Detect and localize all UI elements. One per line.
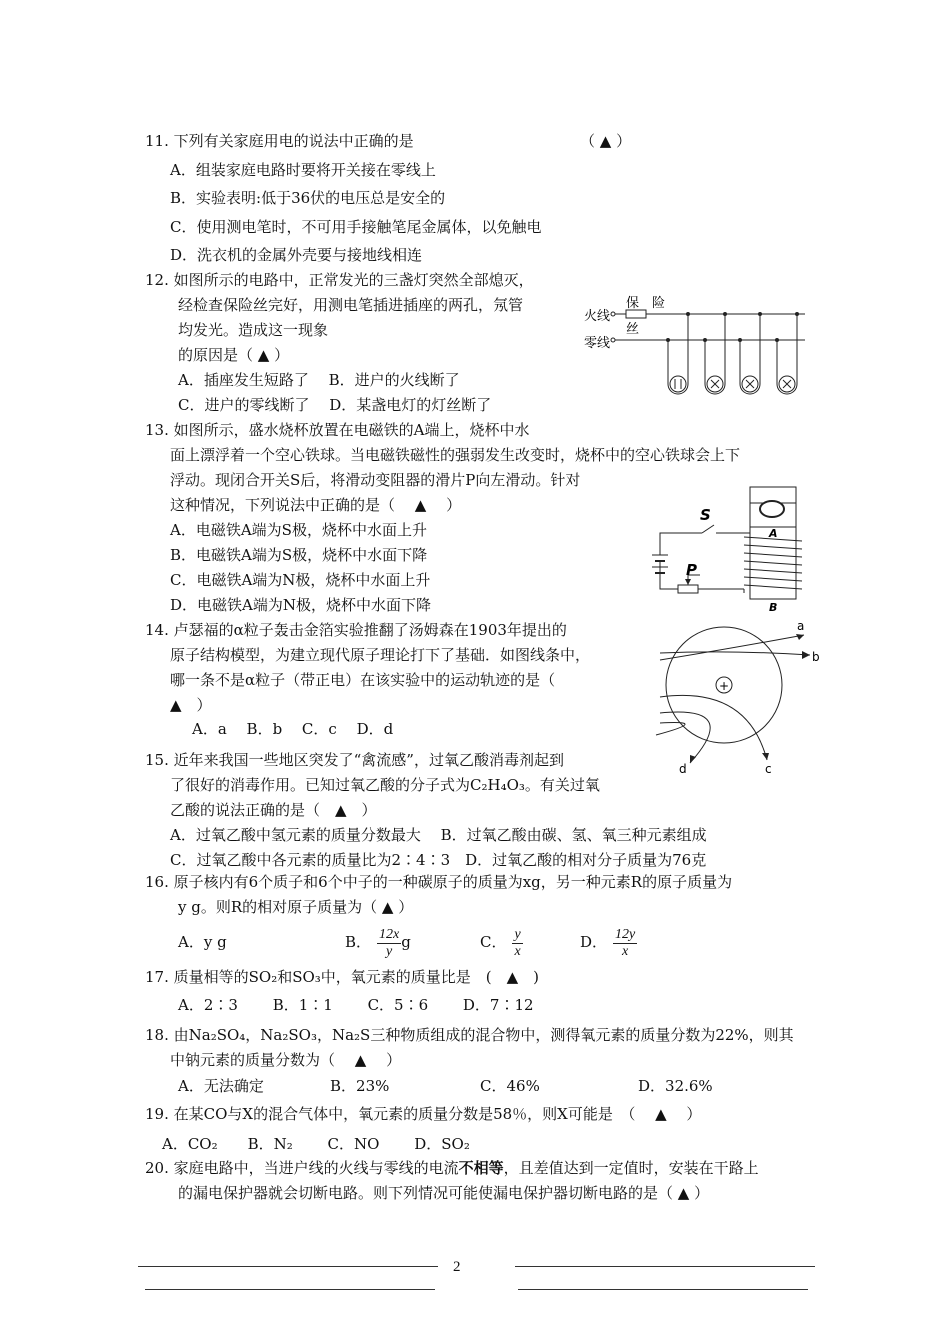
footer-rule-right-bottom <box>518 1289 808 1290</box>
q15-options-cd: C．过氧乙酸中各元素的质量比为2∶4∶3 D．过氧乙酸的相对分子质量为76克 <box>170 851 707 869</box>
q20-line-2: 的漏电保护器就会切断电路。则下列情况可能使漏电保护器切断电路的是（ ▲ ） <box>178 1184 710 1202</box>
fuse-label-1: 保 <box>626 296 640 311</box>
q15-line-3: 乙酸的说法正确的是（ ▲ ） <box>170 801 377 819</box>
q17-line-1: 17. 质量相等的SO₂和SO₃中，氧元素的质量比是 ( ▲ ) <box>145 968 540 986</box>
q12-line-2: 经检查保险丝完好，用测电笔插进插座的两孔，氖管 <box>178 296 524 314</box>
q18-option-c: C．46% <box>480 1077 540 1095</box>
q12-options-cd: C．进户的零线断了 D．某盏电灯的灯丝断了 <box>178 396 492 414</box>
trajectory-d-label: d <box>679 762 687 776</box>
q18-line-1: 18. 由Na₂SO₄，Na₂SO₃，Na₂S三种物质组成的混合物中，测得氧元素的质量分数为22%，则其 <box>145 1026 794 1044</box>
slider-arrow-icon <box>685 579 691 585</box>
q12-line-1: 12. 如图所示的电路中，正常发光的三盏灯突然全部熄灭， <box>145 271 534 289</box>
footer-rule-right-top <box>515 1266 815 1267</box>
page-number: 2 <box>453 1259 461 1275</box>
switch-s-label: S <box>700 506 711 524</box>
socket-icon <box>670 376 686 392</box>
q16-c-denominator: x <box>514 943 521 959</box>
q20-line-1-start: 20. 家庭电路中，当进户线的火线与零线的电流 <box>145 1159 459 1177</box>
q13-line-3: 浮动。现闭合开关S后，将滑动变阻器的滑片P向左滑动。针对 <box>170 471 581 489</box>
q13-option-b: B．电磁铁A端为S极，烧杯中水面下降 <box>170 546 428 564</box>
q13-line-1: 13. 如图所示，盛水烧杯放置在电磁铁的A端上，烧杯中水 <box>145 421 530 439</box>
footer-rule-left-bottom <box>145 1289 435 1290</box>
q11-option-b: B．实验表明:低于36伏的电压总是安全的 <box>170 189 446 207</box>
slider-p-label: P <box>686 561 697 579</box>
q18-option-b: B．23% <box>330 1077 390 1095</box>
q20-line-1 <box>145 1158 759 1178</box>
fuse-label-3: 丝 <box>626 322 640 337</box>
q19-line-1: 19. 在某CO与X的混合气体中，氧元素的质量分数是58％，则X可能是 （ ▲ ） <box>145 1105 702 1123</box>
q16-line-1: 16. 原子核内有6个质子和6个中子的一种碳原子的质量为xg，另一种元素R的原子质量为 <box>145 873 733 891</box>
pole-b-label: B <box>769 601 778 614</box>
q16-line-2: y g。则R的相对原子质量为（ ▲ ） <box>178 898 414 916</box>
fuse-label-2: 险 <box>652 296 666 311</box>
q18-option-a: A．无法确定 <box>178 1077 264 1095</box>
rheostat <box>678 585 698 593</box>
q14-line-4: ▲ ） <box>170 696 212 714</box>
q12-options-ab: A．插座发生短路了 B．进户的火线断了 <box>178 371 460 389</box>
q16-b-unit: g <box>401 933 411 951</box>
fuse-symbol <box>626 310 646 318</box>
q13-option-c: C．电磁铁A端为N极，烧杯中水面上升 <box>170 571 431 589</box>
q16-option-d-letter: D． <box>580 933 608 951</box>
trajectory-a-label: a <box>797 619 805 633</box>
q12-line-3: 均发光。造成这一现象 <box>178 321 329 339</box>
q13-option-d: D．电磁铁A端为N极，烧杯中水面下降 <box>170 596 431 614</box>
q16-d-numerator: 12y <box>615 926 636 942</box>
nucleus-sign: + <box>719 679 730 693</box>
q15-options-ab: A．过氧乙酸中氢元素的质量分数最大 B．过氧乙酸由碳、氢、氧三种元素组成 <box>170 826 707 844</box>
q16-option-d-fraction <box>613 927 637 960</box>
q20-line-1-end: ，且差值达到一定值时，安装在干路上 <box>503 1159 759 1177</box>
q13-line-2: 面上漂浮着一个空心铁球。当电磁铁磁性的强弱发生改变时，烧杯中的空心铁球会上下 <box>170 446 741 464</box>
q17-options: A．2∶3 B．1∶1 C．5∶6 D．7∶12 <box>178 996 534 1014</box>
neutral-wire-label: 零线 <box>584 336 611 351</box>
q16-c-numerator: y <box>514 926 521 942</box>
trajectory-c-label: c <box>765 762 772 776</box>
q16-option-b-fraction <box>377 927 401 960</box>
q20-emphasis: 不相等 <box>458 1159 504 1177</box>
q16-option-c-fraction <box>512 927 522 960</box>
q16-option-d <box>580 922 637 962</box>
footer-rule-left-top <box>138 1266 438 1267</box>
q16-option-b-letter: B． <box>345 933 372 951</box>
circuit-diagram-lamps <box>580 292 810 402</box>
q16-b-numerator: 12x <box>379 926 400 942</box>
q13-option-a: A．电磁铁A端为S极，烧杯中水面上升 <box>170 521 427 539</box>
q18-option-d: D．32.6% <box>638 1077 713 1095</box>
q11-option-a: A．组装家庭电路时要将开关接在零线上 <box>170 161 436 179</box>
q14-options: A．a B．b C．c D．d <box>192 720 394 738</box>
q16-option-a: A．y g <box>178 933 227 951</box>
q19-options: A．CO₂ B．N₂ C．NO D．SO₂ <box>162 1135 470 1153</box>
q14-line-3: 哪一条不是α粒子（带正电）在该实验中的运动轨迹的是（ <box>170 671 556 689</box>
q18-line-2: 中钠元素的质量分数为（ ▲ ） <box>170 1051 402 1069</box>
q11-option-d: D．洗衣机的金属外壳要与接地线相连 <box>170 246 423 264</box>
q15-line-2: 了很好的消毒作用。已知过氧乙酸的分子式为C₂H₄O₃。有关过氧 <box>170 776 600 794</box>
q16-option-b <box>345 922 411 962</box>
q15-line-1: 15. 近年来我国一些地区突发了“禽流感”，过氧乙酸消毒剂起到 <box>145 751 564 769</box>
q16-b-denominator: y <box>386 943 393 959</box>
q11-stem: 11. 下列有关家庭用电的说法中正确的是 <box>145 132 414 150</box>
q11-answer-mark: （ ▲ ） <box>580 132 632 150</box>
pole-a-label: A <box>769 527 778 540</box>
live-wire-label: 火线 <box>584 309 611 324</box>
q16-d-denominator: x <box>622 943 629 959</box>
q14-line-1: 14. 卢瑟福的α粒子轰击金箔实验推翻了汤姆森在1903年提出的 <box>145 621 567 639</box>
trajectory-b-label: b <box>812 650 820 664</box>
q16-option-c <box>480 922 523 962</box>
alpha-scattering-diagram <box>652 615 827 780</box>
q16-option-c-letter: C． <box>480 933 507 951</box>
q14-line-2: 原子结构模型，为建立现代原子理论打下了基础．如图线条中， <box>170 646 591 664</box>
q13-line-4: 这种情况，下列说法中正确的是（ ▲ ） <box>170 496 462 514</box>
electromagnet-diagram <box>650 485 810 615</box>
q12-line-4: 的原因是（ ▲ ） <box>178 346 290 364</box>
hollow-iron-ball <box>760 501 784 517</box>
q11-option-c: C．使用测电笔时，不可用手接触笔尾金属体，以免触电 <box>170 218 542 236</box>
